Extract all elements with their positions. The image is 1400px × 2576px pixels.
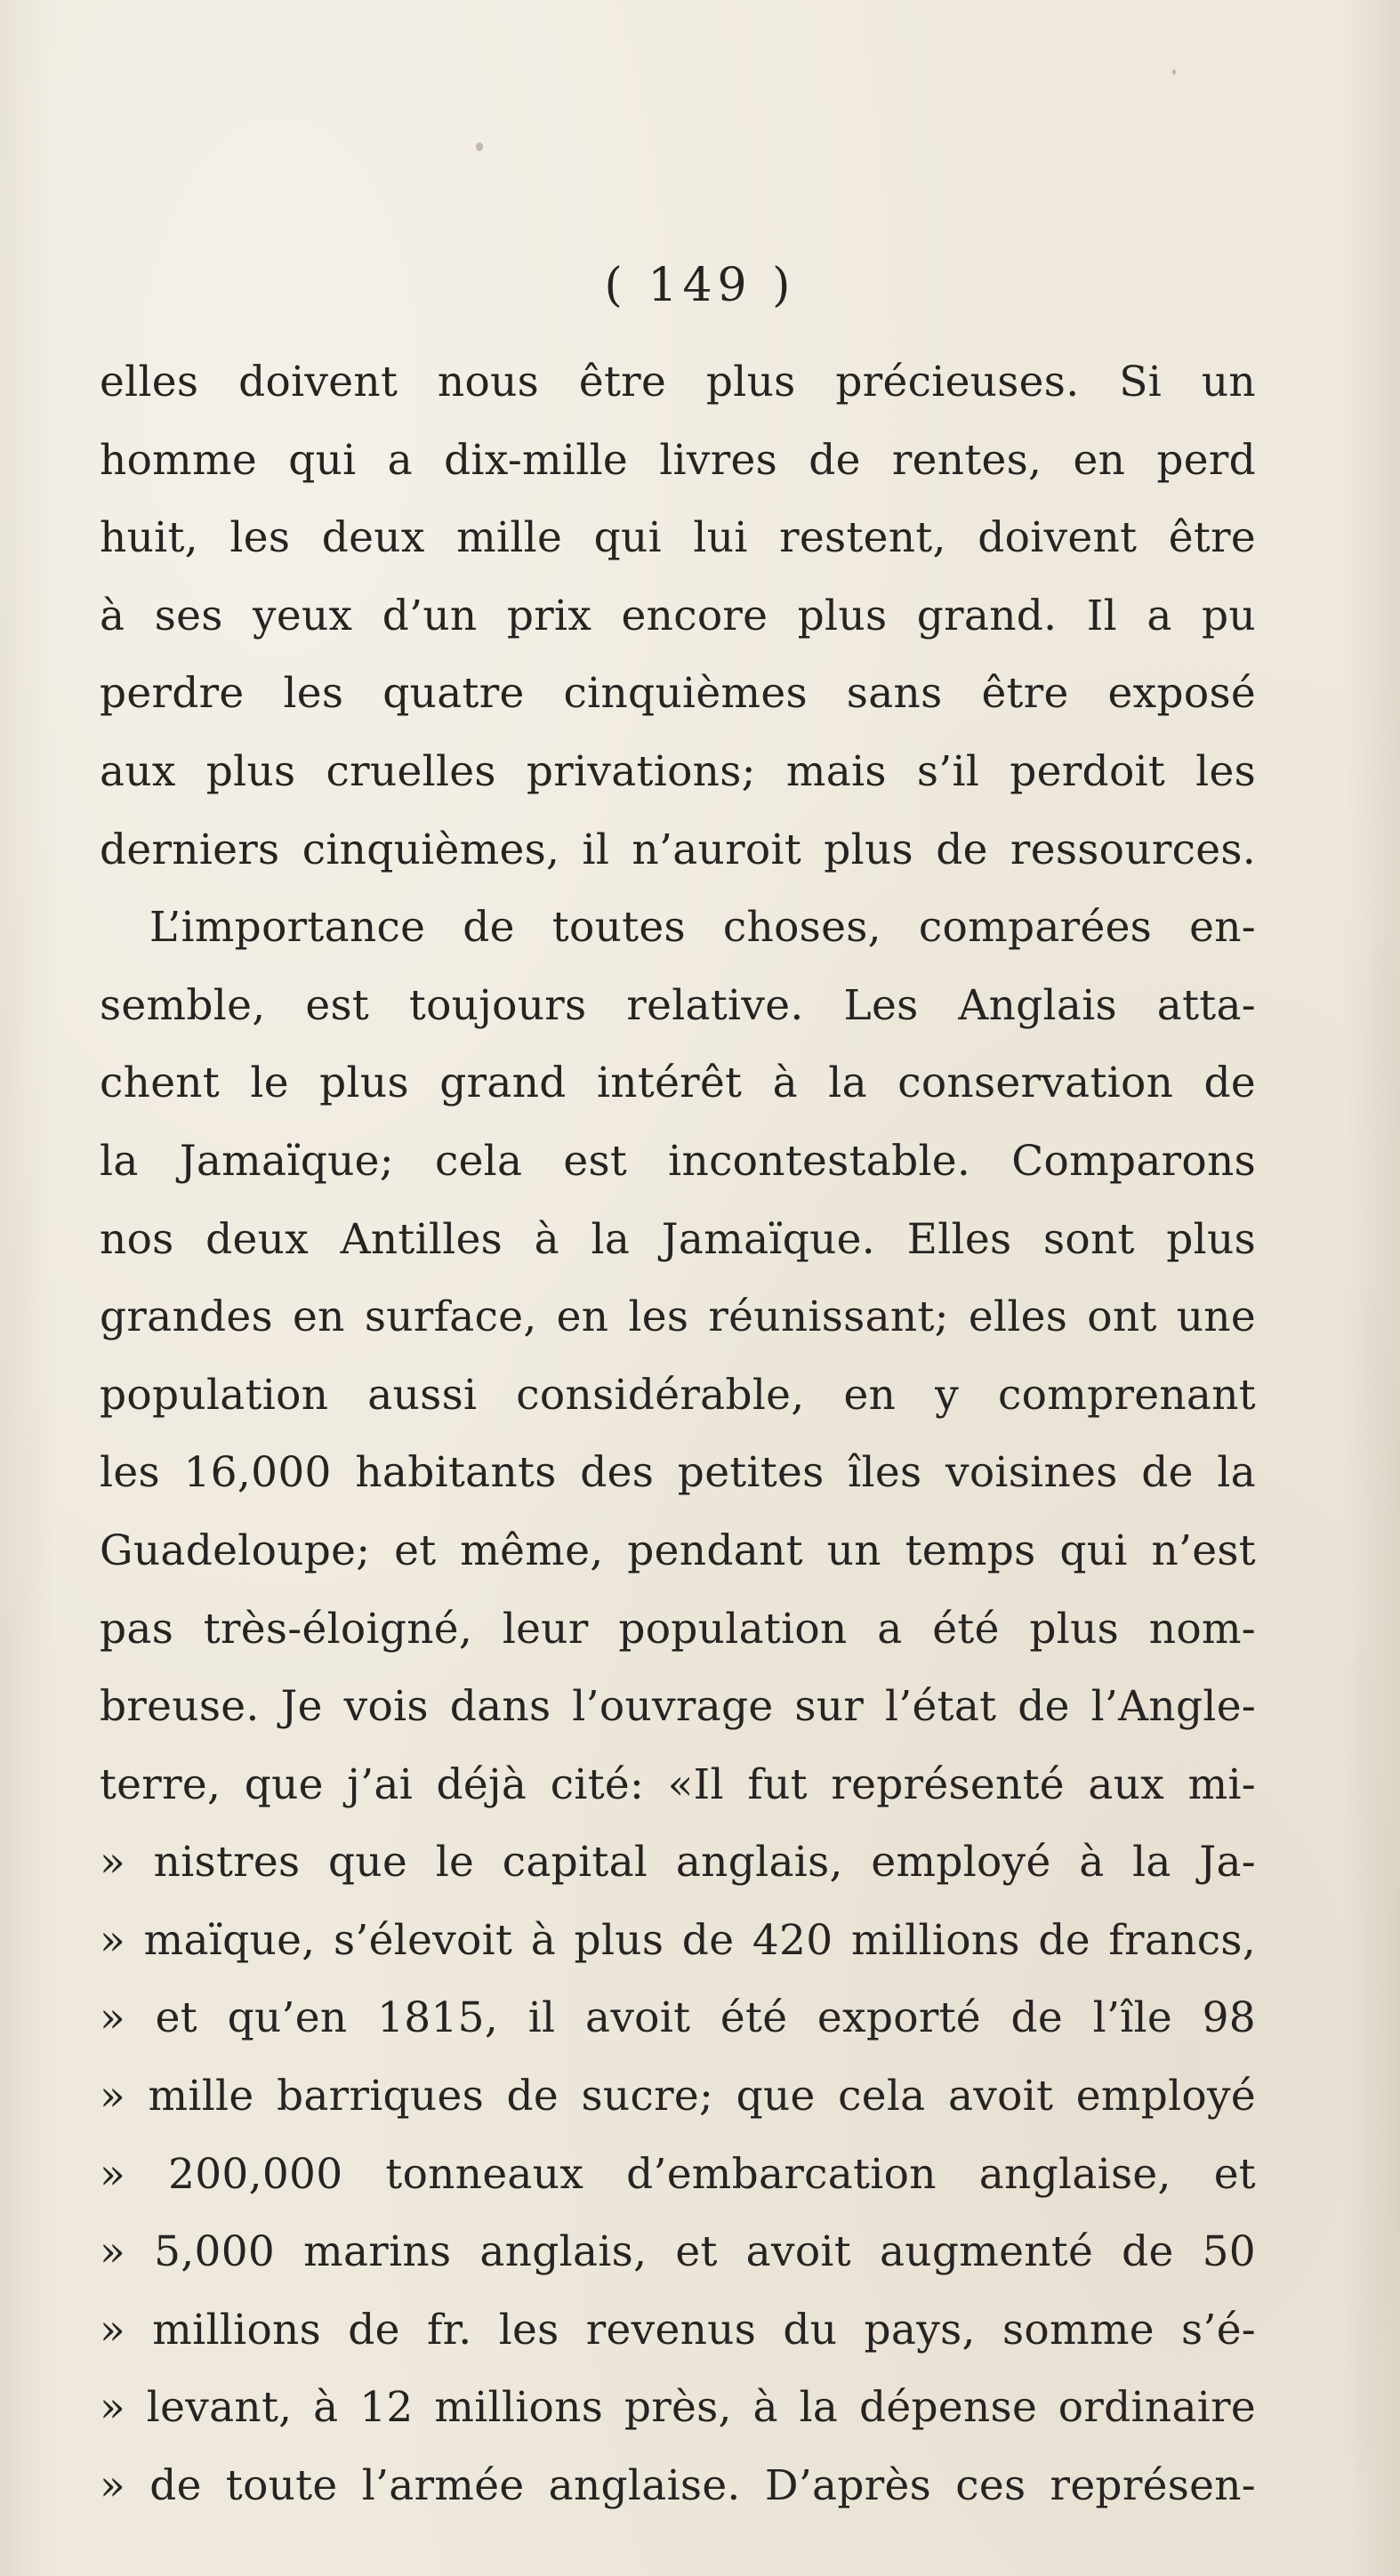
text-line: » et qu’en 1815, il avoit été exporté de l’île 98 [100, 1993, 1256, 2043]
text-line: homme qui a dix-mille livres de rentes, en perd [100, 435, 1256, 485]
text-line: grandes en surface, en les réunissant; elles ont une [100, 1292, 1256, 1342]
text-line: les 16,000 habitants des petites îles voisines de la [100, 1448, 1256, 1498]
text-line: » 200,000 tonneaux d’embarcation anglaise, et [100, 2149, 1256, 2199]
text-line: » nistres que le capital anglais, employé à la Ja- [100, 1838, 1256, 1888]
text-line: » 5,000 marins anglais, et avoit augmenté de 50 [100, 2227, 1256, 2277]
text-line: » maïque, s’élevoit à plus de 420 millions de francs, [100, 1915, 1256, 1965]
paper-spot [476, 142, 483, 151]
text-line: perdre les quatre cinquièmes sans être exposé [100, 669, 1256, 719]
text-line: » mille barriques de sucre; que cela avoit employé [100, 2072, 1256, 2121]
text-line: L’importance de toutes choses, comparées en- [149, 903, 1256, 953]
text-line: derniers cinquièmes, il n’auroit plus de ressources. [100, 825, 1256, 874]
text-line: huit, les deux mille qui lui restent, doivent être [100, 513, 1256, 563]
text-line: elles doivent nous être plus précieuses. Si un [100, 358, 1256, 407]
text-line: chent le plus grand intérêt à la conservation de [100, 1059, 1256, 1108]
page-number: ( 149 ) [604, 259, 796, 312]
text-line: à ses yeux d’un prix encore plus grand. Il a pu [100, 591, 1256, 640]
text-line: terre, que j’ai déjà cité: «Il fut représenté aux mi- [100, 1759, 1256, 1809]
text-line: pas très-éloigné, leur population a été plus nom- [100, 1604, 1256, 1654]
text-line: » millions de fr. les revenus du pays, somme s’é- [100, 2305, 1256, 2355]
paper-spot [1172, 69, 1176, 75]
text-line: breuse. Je vois dans l’ouvrage sur l’état de l’Angle- [100, 1682, 1256, 1732]
body-text [100, 343, 1256, 2525]
text-line: » de toute l’armée anglaise. D’après ces représen- [100, 2461, 1256, 2511]
text-line: semble, est toujours relative. Les Anglais atta- [100, 980, 1256, 1030]
text-line: » levant, à 12 millions près, à la dépense ordinaire [100, 2383, 1256, 2433]
text-line: population aussi considérable, en y comprenant [100, 1370, 1256, 1420]
text-line: aux plus cruelles privations; mais s’il perdoit les [100, 746, 1256, 796]
text-line: la Jamaïque; cela est incontestable. Comparons [100, 1136, 1256, 1186]
text-line: nos deux Antilles à la Jamaïque. Elles sont plus [100, 1214, 1256, 1264]
text-line: Guadeloupe; et même, pendant un temps qui n’est [100, 1525, 1256, 1575]
